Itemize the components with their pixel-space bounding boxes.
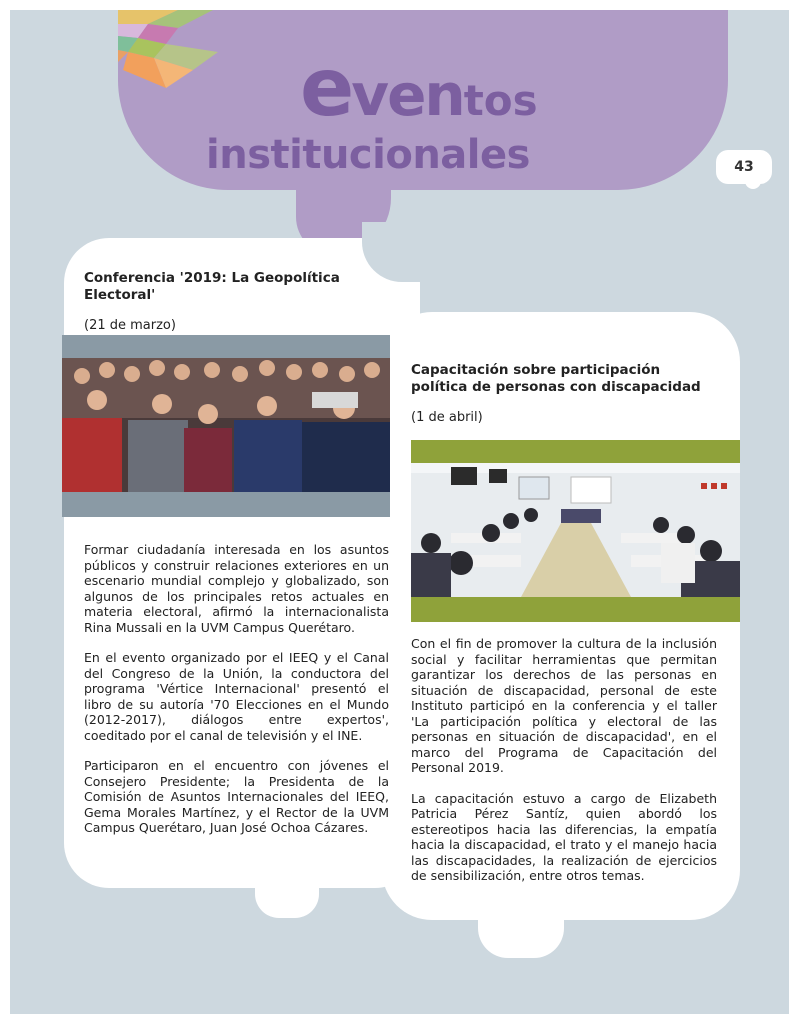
article-geopolitica-body (84, 542, 389, 851)
title-syllable-ven: ven (351, 61, 464, 129)
logo-decoration (118, 10, 228, 90)
article-geopolitica (84, 270, 389, 333)
article-capacitacion (411, 362, 717, 425)
paragraph: Participaron en el encuentro con jóvenes el Consejero Presidente; la Presidenta de la Comisión de Asuntos Internacionales del IEEQ, Gema Morales Martínez, y el Rector de la UVM Campus Querétaro, Juan José Ochoa Cázares. (84, 758, 389, 835)
article-date: (1 de abril) (411, 410, 483, 425)
paragraph: La capacitación estuvo a cargo de Elizabeth Patricia Pérez Santíz, quien abordó los estereotipos hacia las diferencias, la empatía hacia la discapacidad, el trato y el manejo hacia las discapacidades, la realización de ejercicios de sensibilización, entre otros temas. (411, 790, 717, 883)
paragraph: En el evento organizado por el IEEQ y el Canal del Congreso de la Unión, la conductora del programa 'Vértice Internacional' presentó el libro de su autoría '70 Elecciones en el Mundo (2012-2017), diálogos entre expertos', coeditado por el canal de televisión y el INE. (84, 650, 389, 743)
page-number: 43 (734, 159, 754, 175)
title-letter-e: e (300, 41, 352, 134)
header-title-line1 (300, 41, 538, 134)
article-title: Conferencia '2019: La Geopolítica Electoral' (84, 270, 340, 303)
paragraph: Con el fin de promover la cultura de la inclusión social y facilitar herramientas que permitan garantizar los derechos de las personas en situación de discapacidad, personal de este Instituto participó en la conferencia y el taller 'La participación política y electoral de las personas en situación de discapacidad', en el marco del Programa de Capacitación del Personal 2019. (411, 636, 717, 775)
article-title: Capacitación sobre participación política de personas con discapacidad (411, 362, 701, 395)
header-title-line2: institucionales (206, 132, 530, 178)
conference-group-photo (62, 358, 390, 492)
article-capacitacion-body (411, 636, 717, 899)
left-card-tail (255, 860, 319, 918)
title-syllable-tos: tos (463, 76, 538, 125)
paragraph: Formar ciudadanía interesada en los asuntos públicos y construir relaciones exteriores en un escenario mundial complejo y globalizado, son algunos de los principales retos actuales en materia electoral, afirmó la internacionalista Rina Mussali en la UVM Campus Querétaro. (84, 542, 389, 635)
article-date: (21 de marzo) (84, 318, 176, 333)
training-room-photo (411, 463, 740, 597)
